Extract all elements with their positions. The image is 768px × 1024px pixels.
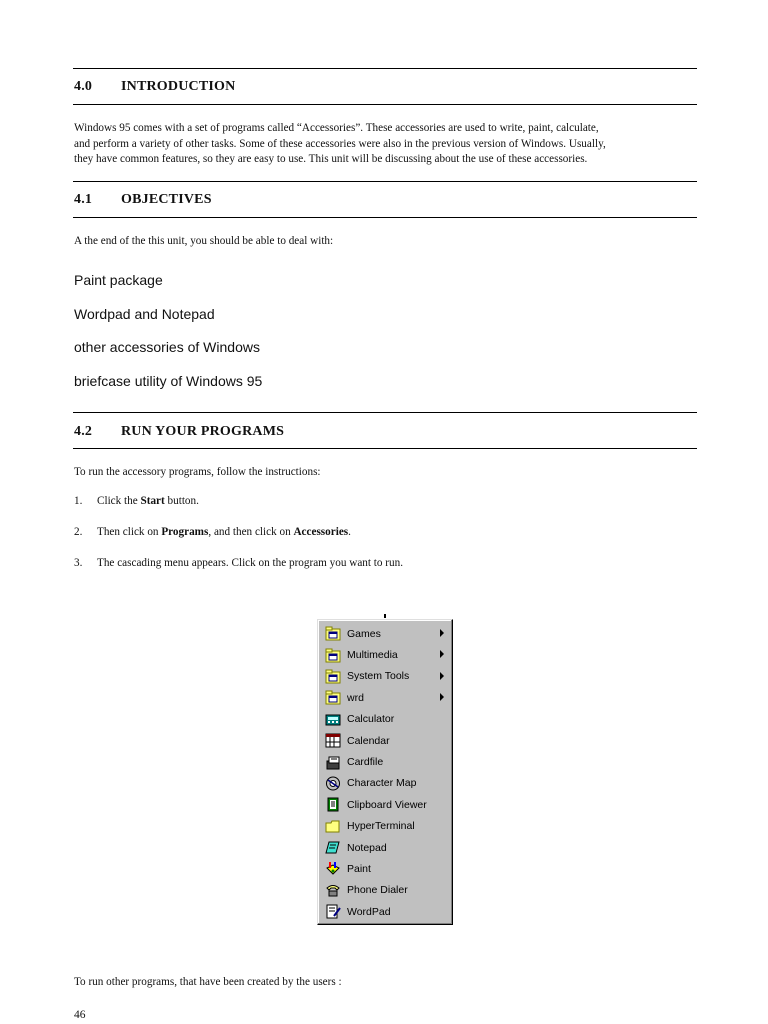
menu-item-label: Multimedia: [347, 649, 398, 662]
rule-bottom-4-0: [73, 104, 697, 105]
menu-item-games[interactable]: [318, 623, 452, 644]
objective-item: other accessories of Windows: [74, 339, 260, 355]
wordpad-icon: [325, 904, 341, 919]
program-group-icon: [325, 626, 341, 641]
section-number: 4.0: [74, 79, 93, 94]
objectives-lead: A the end of the this unit, you should be able to deal with:: [74, 235, 334, 247]
section-title: OBJECTIVES: [121, 192, 212, 207]
menu-item-label: Character Map: [347, 777, 417, 790]
menu-item-label: Cardfile: [347, 756, 384, 769]
program-group-icon: [325, 669, 341, 684]
intro-line: they have common features, so they are easy to use. This unit will be discussing about the use of these accessories.: [74, 153, 588, 165]
rule-top-4-1: [73, 181, 697, 182]
menu-item-label: WordPad: [347, 905, 391, 918]
menu-item-label: HyperTerminal: [347, 820, 415, 833]
menu-item-notepad[interactable]: [318, 837, 452, 858]
submenu-arrow-icon: [440, 693, 444, 701]
objective-item: Wordpad and Notepad: [74, 306, 215, 322]
accessories-menu: [317, 619, 453, 925]
step-text: The cascading menu appears. Click on the program you want to run.: [97, 557, 404, 569]
step-3: [74, 557, 403, 569]
cardfile-icon: [325, 755, 341, 770]
objective-item: briefcase utility of Windows 95: [74, 373, 263, 389]
calendar-icon: [325, 733, 341, 748]
section-number: 4.2: [74, 424, 93, 439]
objective-item: Paint package: [74, 272, 163, 288]
step-text: Then click on: [97, 526, 162, 538]
closing-paragraph: To run other programs, that have been created by the users :: [74, 976, 342, 988]
menu-tick-mark: [384, 614, 386, 618]
section-title: INTRODUCTION: [121, 79, 236, 94]
menu-item-label: Calendar: [347, 734, 390, 747]
menu-item-label: Clipboard Viewer: [347, 798, 427, 811]
heading-4-0: [74, 79, 235, 95]
menu-item-label: wrd: [347, 691, 364, 704]
menu-item-system-tools[interactable]: [318, 666, 452, 687]
section-number: 4.1: [74, 192, 93, 207]
character-map-icon: [325, 776, 341, 791]
menu-item-label: System Tools: [347, 670, 410, 683]
step-number: 3.: [74, 557, 83, 569]
clipboard-icon: [325, 797, 341, 812]
step-bold: Accessories: [293, 526, 349, 538]
submenu-arrow-icon: [440, 629, 444, 637]
rule-bottom-4-2: [73, 448, 697, 449]
menu-item-label: Games: [347, 627, 381, 640]
rule-top-4-2: [73, 412, 697, 413]
menu-item-paint[interactable]: [318, 858, 452, 879]
paint-icon: [325, 861, 341, 876]
step-bold: Start: [140, 495, 165, 507]
rule-top-4-0: [73, 68, 697, 69]
step-number: 2.: [74, 526, 83, 538]
page-number: 46: [74, 1009, 86, 1021]
menu-item-label: Phone Dialer: [347, 884, 408, 897]
step-text: button.: [164, 495, 199, 507]
intro-line: and perform a variety of other tasks. Some of these accessories were also in the previous version of Windows. Usually,: [74, 137, 606, 150]
menu-item-calendar[interactable]: [318, 730, 452, 751]
menu-item-label: Notepad: [347, 841, 387, 854]
menu-item-cardfile[interactable]: [318, 751, 452, 772]
program-group-icon: [325, 648, 341, 663]
run-lead: To run the accessory programs, follow the instructions:: [74, 466, 321, 478]
calculator-icon: [325, 712, 341, 727]
intro-line: Windows 95 comes with a set of programs called “Accessories”. These accessories are used to write, paint, calculate,: [74, 122, 599, 134]
menu-item-phone-dialer[interactable]: [318, 880, 452, 901]
menu-item-character-map[interactable]: [318, 773, 452, 794]
section-title: RUN YOUR PROGRAMS: [121, 424, 285, 439]
heading-4-2: [74, 424, 284, 440]
menu-item-clipboard-viewer[interactable]: [318, 794, 452, 815]
step-text: , and then click on: [208, 526, 294, 538]
menu-item-label: Paint: [347, 862, 371, 875]
step-1: [74, 495, 199, 507]
phone-dialer-icon: [325, 883, 341, 898]
notepad-icon: [325, 840, 341, 855]
menu-item-label: Calculator: [347, 713, 395, 726]
folder-icon: [325, 819, 341, 834]
menu-item-wrd[interactable]: [318, 687, 452, 708]
menu-item-hyperterminal[interactable]: [318, 816, 452, 837]
submenu-arrow-icon: [440, 650, 444, 658]
menu-item-multimedia[interactable]: [318, 644, 452, 665]
menu-item-wordpad[interactable]: [318, 901, 452, 922]
step-bold: Programs: [161, 526, 209, 538]
step-2: [74, 526, 351, 538]
rule-bottom-4-1: [73, 217, 697, 218]
heading-4-1: [74, 192, 212, 208]
step-text: Click the: [97, 495, 141, 507]
menu-item-calculator[interactable]: [318, 709, 452, 730]
intro-paragraph: [74, 121, 698, 168]
step-text: .: [348, 526, 351, 538]
program-group-icon: [325, 690, 341, 705]
step-number: 1.: [74, 495, 83, 507]
submenu-arrow-icon: [440, 672, 444, 680]
